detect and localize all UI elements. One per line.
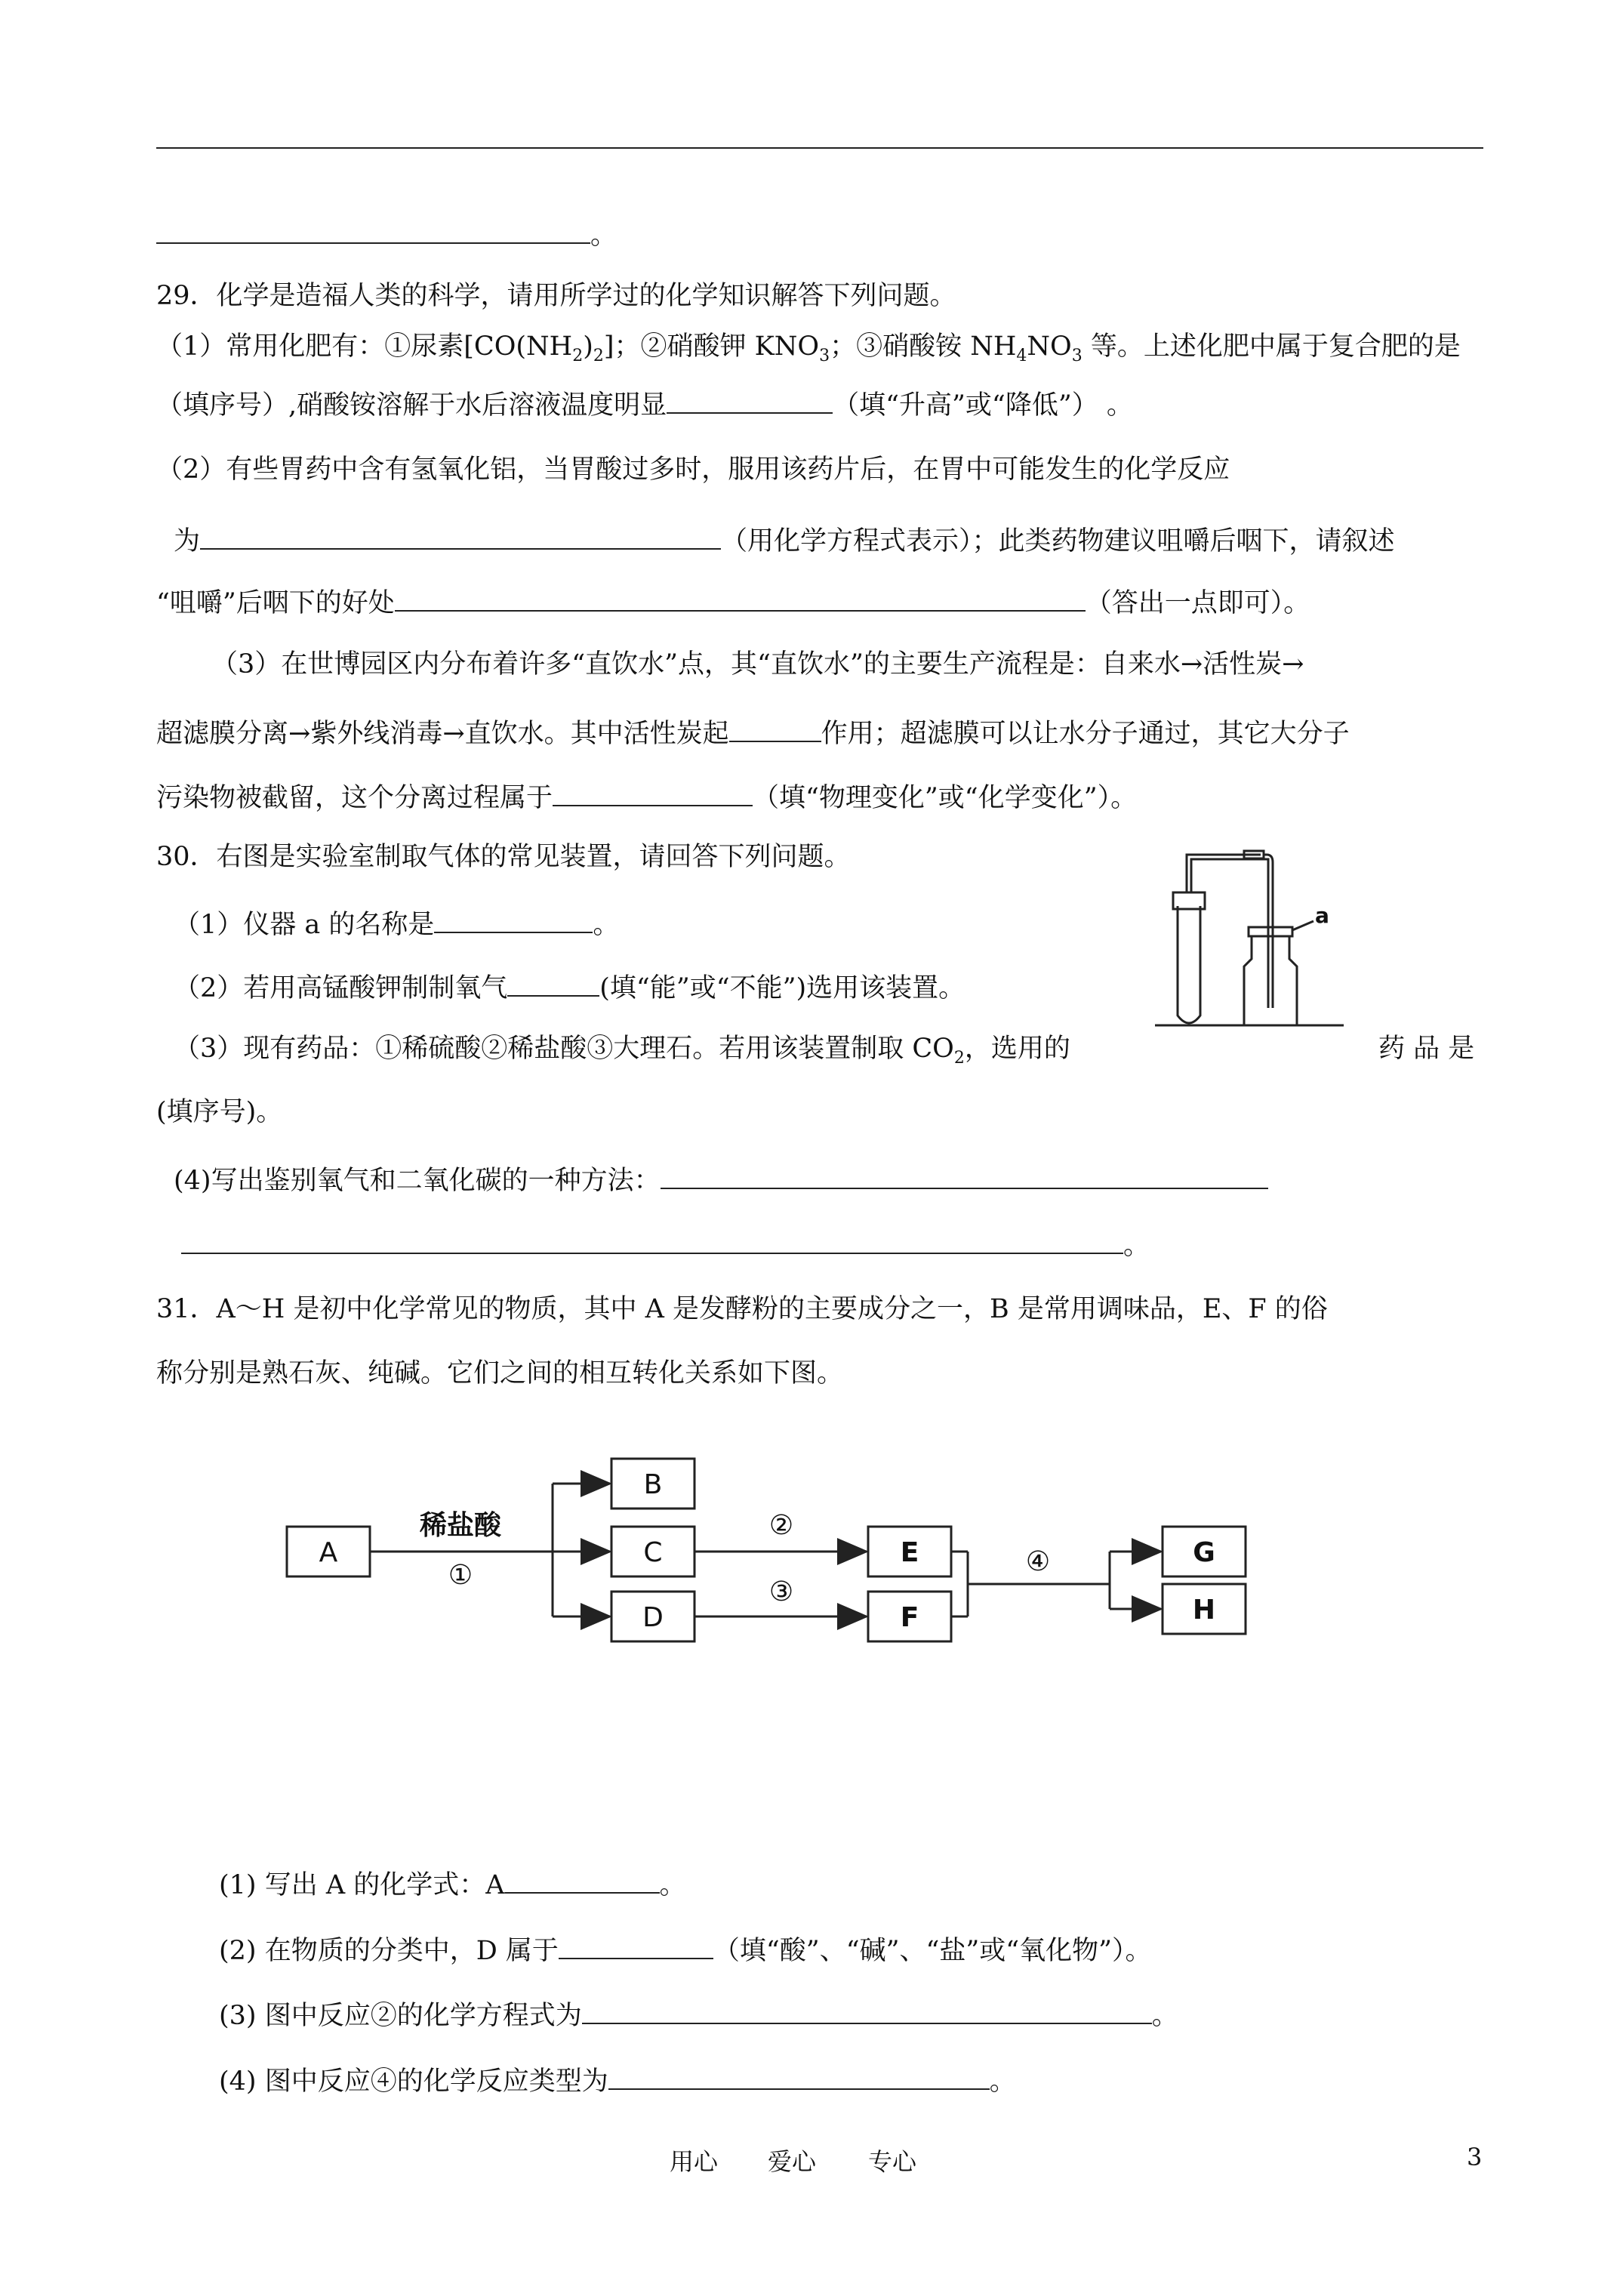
q29-stem: 29．化学是造福人类的科学，请用所学过的化学知识解答下列问题。: [156, 281, 956, 311]
answer-line: 。: [156, 215, 617, 252]
q31-part1: (1) 写出 A 的化学式：A 。: [219, 1865, 686, 1902]
node-C: C: [643, 1537, 663, 1568]
answer-blank[interactable]: [553, 778, 753, 806]
reaction-3-label: ③: [768, 1576, 794, 1607]
q31-part4: (4) 图中反应④的化学反应类型为 。: [219, 2061, 1016, 2098]
q29-part2-line2: 为 （用化学方程式表示）；此类药物建议咀嚼后咽下，请叙述: [174, 521, 1395, 558]
answer-blank[interactable]: [608, 2061, 990, 2090]
q30-part3: （3）现有药品：①稀硫酸②稀盐酸③大理石。若用该装置制取 $CO_2$，选用的: [174, 1034, 1070, 1068]
answer-blank[interactable]: [582, 1996, 1152, 2024]
q30-part4: (4)写出鉴别氧气和二氧化碳的一种方法：: [174, 1160, 1268, 1197]
node-D: D: [642, 1602, 664, 1633]
q31-part3: (3) 图中反应②的化学方程式为 。: [219, 1996, 1178, 2032]
answer-blank[interactable]: [395, 583, 1086, 612]
page-number: 3: [1467, 2143, 1483, 2171]
q30-part3-tail: 药 品 是: [1378, 1034, 1475, 1064]
answer-blank[interactable]: [505, 1865, 660, 1894]
answer-blank[interactable]: [434, 905, 593, 933]
reagent-label: 稀盐酸: [419, 1510, 502, 1541]
answer-blank[interactable]: [729, 713, 821, 742]
node-G: G: [1193, 1537, 1215, 1568]
q30-part1: （1）仪器 a 的名称是 。: [174, 905, 619, 942]
footer-motto-2: 爱心: [768, 2147, 817, 2176]
answer-blank[interactable]: [667, 385, 833, 414]
q29-part1-line2: （填序号）,硝酸铵溶解于水后溶液温度明显 （填“升高”或“降低”） 。: [156, 385, 1133, 422]
reaction-4-label: ④: [1025, 1546, 1051, 1577]
conversion-diagram: [279, 1450, 1261, 1669]
footer-motto-1: 用心: [670, 2147, 719, 2176]
q31-stem-line1: 31．A～H 是初中化学常见的物质，其中 A 是发酵粉的主要成分之一，B 是常用调味品，E、F 的俗: [156, 1294, 1328, 1324]
q30-stem: 30．右图是实验室制取气体的常见装置，请回答下列问题。: [156, 842, 851, 872]
reaction-2-label: ②: [768, 1510, 794, 1541]
node-E: E: [900, 1537, 919, 1568]
q29-part2-line3: “咀嚼”后咽下的好处 （答出一点即可）。: [156, 583, 1310, 620]
node-H: H: [1192, 1595, 1216, 1626]
answer-blank[interactable]: [507, 968, 599, 997]
footer-motto-3: 专心: [868, 2147, 917, 2176]
gas-apparatus-figure: [1155, 846, 1359, 1034]
q29-part1-line1: （1）常用化肥有：①尿素$[CO(NH_2)_2]$；②硝酸钾 $KNO_3$；③硝酸铵 $NH_4NO_3$ 等。上述化肥中属于复合肥的是: [156, 331, 1461, 365]
q29-part3-line3: 污染物被截留，这个分离过程属于 （填“物理变化”或“化学变化”）。: [156, 778, 1137, 815]
q29-part3-line1: （3）在世博园区内分布着许多“直饮水”点，其“直饮水”的主要生产流程是：自来水→活性炭→: [211, 649, 1304, 680]
answer-blank[interactable]: [559, 1931, 713, 1959]
answer-blank[interactable]: [200, 521, 721, 550]
node-A: A: [319, 1537, 338, 1568]
q31-part2: (2) 在物质的分类中，D 属于 （填“酸”、“碱”、“盐”或“氧化物”）。: [219, 1931, 1152, 1968]
label-a: a: [1315, 903, 1329, 928]
q29-part3-line2: 超滤膜分离→紫外线消毒→直饮水。其中活性炭起 作用；超滤膜可以让水分子通过，其它大分子: [156, 713, 1350, 750]
q31-stem-line2: 称分别是熟石灰、纯碱。它们之间的相互转化关系如下图。: [156, 1358, 844, 1388]
answer-blank[interactable]: [181, 1225, 1123, 1254]
q30-part3-line2: (填序号)。: [156, 1097, 283, 1127]
q30-part2: （2）若用高锰酸钾制制氧气 (填“能”或“不能”)选用该装置。: [174, 968, 965, 1005]
node-F: F: [900, 1602, 919, 1633]
answer-blank[interactable]: [156, 215, 590, 244]
q29-part2-line1: （2）有些胃药中含有氢氧化铝，当胃酸过多时，服用该药片后，在胃中可能发生的化学反应: [156, 455, 1230, 485]
header-rule: [156, 147, 1483, 149]
q30-part4-line2: 。: [181, 1225, 1150, 1262]
node-B: B: [643, 1469, 663, 1500]
reaction-1-label: ①: [448, 1560, 473, 1591]
answer-blank[interactable]: [661, 1160, 1268, 1189]
